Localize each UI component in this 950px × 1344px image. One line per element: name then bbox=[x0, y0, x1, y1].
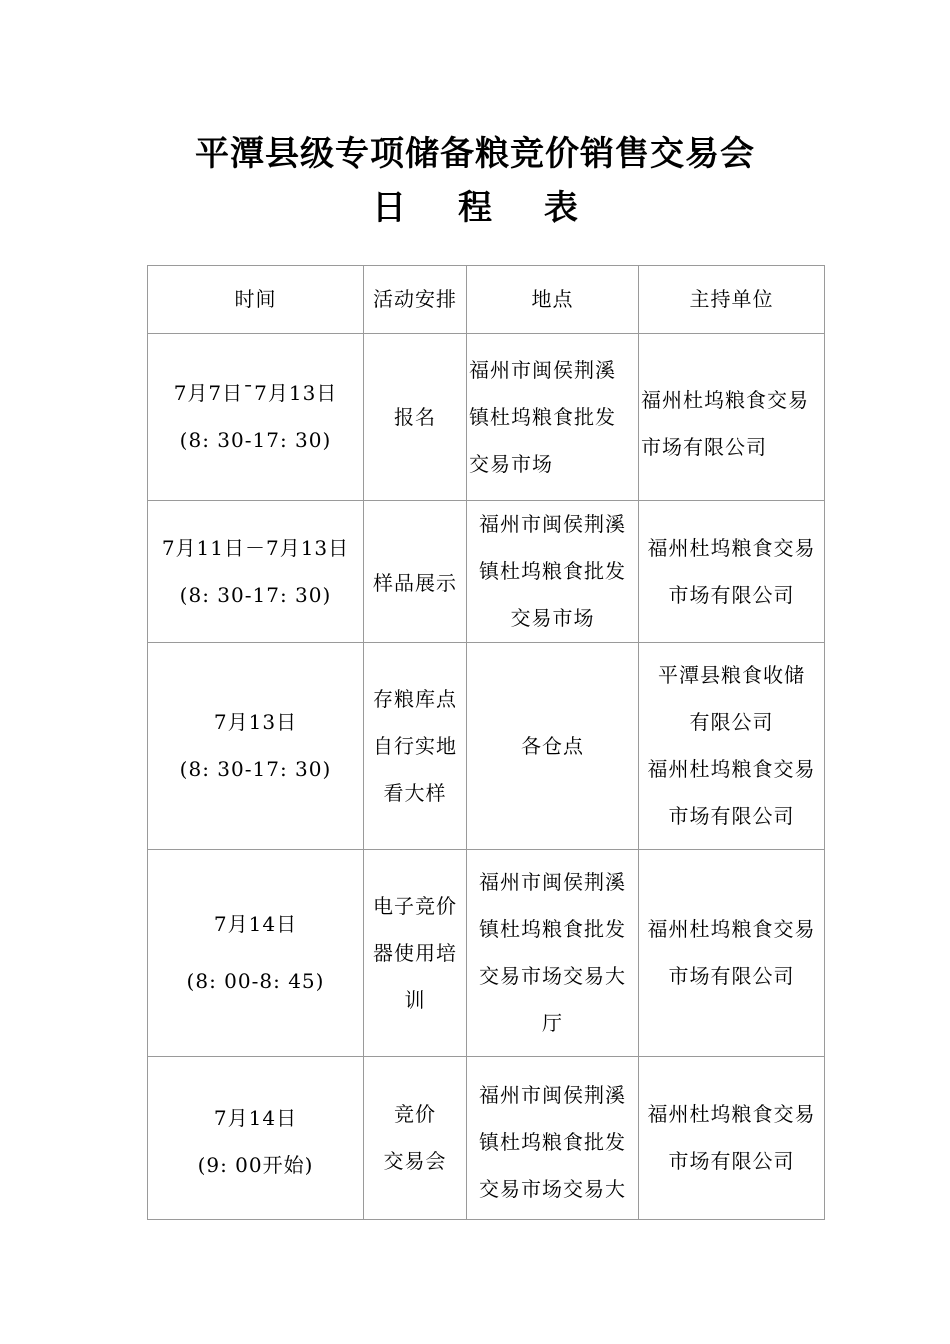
location-cell bbox=[467, 643, 639, 850]
table-row bbox=[148, 334, 825, 501]
location-line: 镇杜坞粮食批发 bbox=[479, 917, 626, 941]
activity-line: 电子竞价 bbox=[373, 893, 457, 918]
time-hours: (9: 00开始) bbox=[197, 1153, 314, 1177]
host-line: 福州杜坞粮食交易 bbox=[647, 917, 816, 941]
location-line: 福州市闽侯荆溪 bbox=[479, 512, 626, 536]
host-line: 平潭县粮食收储 bbox=[658, 663, 805, 687]
host-cell bbox=[639, 1057, 825, 1220]
table-row bbox=[148, 850, 825, 1057]
location-line: 福州市闽侯荆溪 bbox=[469, 357, 616, 382]
table-header-row bbox=[148, 266, 825, 334]
header-time: 时间 bbox=[148, 266, 364, 334]
location-cell bbox=[467, 334, 639, 501]
host-cell bbox=[639, 334, 825, 501]
header-activity: 活动安排 bbox=[364, 266, 467, 334]
host-cell bbox=[639, 643, 825, 850]
location-line: 交易市场交易大 bbox=[479, 964, 626, 988]
document-subtitle: 日 程 表 bbox=[372, 188, 598, 228]
header-location: 地点 bbox=[467, 266, 639, 334]
activity-line: 交易会 bbox=[383, 1149, 447, 1173]
activity-line: 存粮库点 bbox=[373, 686, 457, 711]
activity-cell bbox=[364, 1057, 467, 1220]
host-line: 福州杜坞粮食交易 bbox=[647, 1102, 816, 1126]
activity-cell bbox=[364, 850, 467, 1057]
location-line: 厅 bbox=[542, 1011, 563, 1035]
activity-cell bbox=[364, 643, 467, 850]
time-hours: (8: 30-17: 30) bbox=[179, 428, 332, 452]
time-hours: (8: 00-8: 45) bbox=[186, 969, 325, 993]
host-line: 福州杜坞粮食交易 bbox=[641, 387, 809, 412]
time-hours: (8: 30-17: 30) bbox=[179, 757, 332, 781]
location-line: 交易市场交易大 bbox=[479, 1176, 626, 1201]
time-cell bbox=[148, 501, 364, 643]
location-line: 镇杜坞粮食批发 bbox=[469, 404, 616, 429]
host-line: 市场有限公司 bbox=[668, 1149, 795, 1173]
time-date: 7月14日 bbox=[213, 1106, 298, 1130]
host-line: 市场有限公司 bbox=[668, 804, 795, 828]
activity-line: 训 bbox=[404, 987, 426, 1012]
location-line: 各仓点 bbox=[521, 733, 584, 758]
time-cell bbox=[148, 334, 364, 501]
document-title: 平潭县级专项储备粮竞价销售交易会 bbox=[195, 134, 755, 174]
activity-line: 竞价 bbox=[394, 1102, 436, 1126]
activity-line: 器使用培 bbox=[373, 940, 457, 965]
time-date: 7月13日 bbox=[213, 710, 298, 734]
time-date: 7月14日 bbox=[213, 912, 298, 936]
host-line: 福州杜坞粮食交易 bbox=[647, 535, 816, 560]
location-line: 交易市场 bbox=[510, 606, 595, 630]
table-row bbox=[148, 1057, 825, 1220]
activity-line: 自行实地 bbox=[373, 733, 457, 758]
location-cell bbox=[467, 850, 639, 1057]
location-line: 福州市闽侯荆溪 bbox=[479, 870, 626, 894]
table-row bbox=[148, 501, 825, 643]
host-cell bbox=[639, 850, 825, 1057]
activity-cell bbox=[364, 334, 467, 501]
location-line: 交易市场 bbox=[469, 451, 553, 476]
time-cell bbox=[148, 850, 364, 1057]
time-cell bbox=[148, 1057, 364, 1220]
location-line: 福州市闽侯荆溪 bbox=[479, 1082, 626, 1107]
host-line: 市场有限公司 bbox=[668, 964, 795, 988]
activity-line: 报名 bbox=[394, 404, 436, 429]
location-line: 镇杜坞粮食批发 bbox=[479, 559, 626, 583]
location-cell bbox=[467, 1057, 639, 1220]
host-line: 福州杜坞粮食交易 bbox=[647, 757, 816, 781]
activity-line: 样品展示 bbox=[373, 571, 457, 595]
header-host: 主持单位 bbox=[639, 266, 825, 334]
location-cell bbox=[467, 501, 639, 643]
host-line: 市场有限公司 bbox=[641, 434, 767, 459]
host-cell bbox=[639, 501, 825, 643]
location-line: 镇杜坞粮食批发 bbox=[479, 1129, 626, 1154]
schedule-table bbox=[147, 265, 825, 1220]
table-row bbox=[148, 643, 825, 850]
time-cell bbox=[148, 643, 364, 850]
host-line: 有限公司 bbox=[689, 710, 774, 734]
activity-cell bbox=[364, 501, 467, 643]
host-line: 市场有限公司 bbox=[668, 582, 795, 607]
time-date: 7月7日¯7月13日 bbox=[173, 381, 338, 405]
activity-line: 看大样 bbox=[383, 780, 447, 805]
time-hours: (8: 30-17: 30) bbox=[179, 582, 332, 607]
time-date: 7月11日－7月13日 bbox=[161, 535, 350, 560]
